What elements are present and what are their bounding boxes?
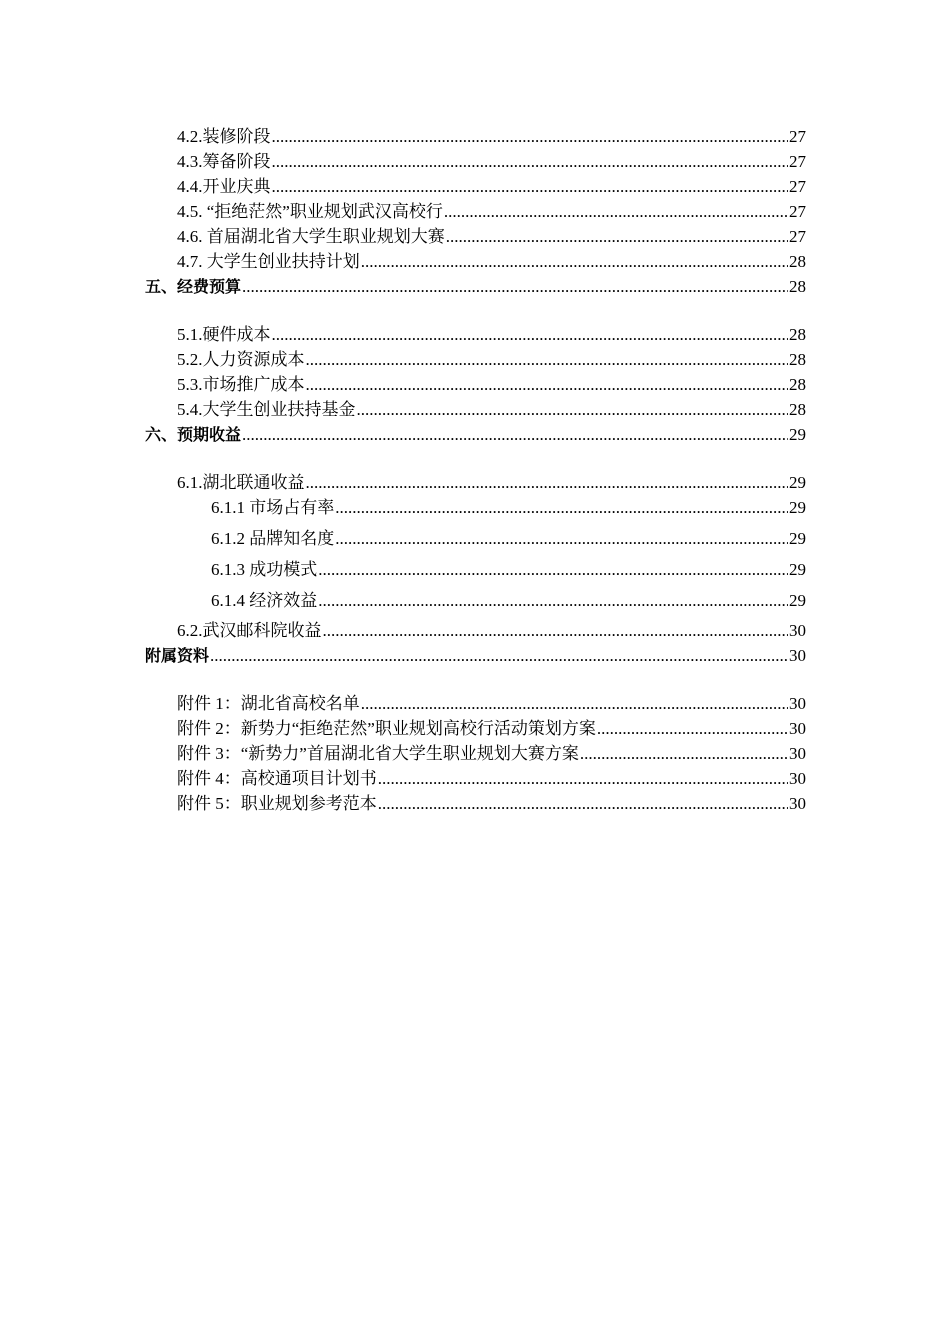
- toc-entry-attachment-2[interactable]: [177, 718, 806, 740]
- toc-chapter-appendix[interactable]: [145, 645, 806, 667]
- toc-entry-title: 4.6. 首届湖北省大学生职业规划大赛: [177, 227, 445, 246]
- toc-entry-title: 附件 2：新势力“拒绝茫然”职业规划高校行活动策划方案: [177, 719, 596, 738]
- toc-entry-title: 附件 1：湖北省高校名单: [177, 694, 360, 713]
- toc-entry-title: 4.5. “拒绝茫然”职业规划武汉高校行: [177, 202, 443, 221]
- toc-dot-leader: [242, 276, 788, 298]
- toc-entry-title: 5.3.市场推广成本: [177, 375, 305, 394]
- toc-page-number: 27: [789, 152, 806, 171]
- toc-entry-title: 5.4.大学生创业扶持基金: [177, 400, 356, 419]
- toc-page-number: 29: [789, 473, 806, 492]
- toc-entry-title: 4.3.筹备阶段: [177, 152, 271, 171]
- toc-page-number: 28: [789, 325, 806, 344]
- toc-entry-title: 6.2.武汉邮科院收益: [177, 621, 322, 640]
- toc-chapter-title: 六、预期收益: [145, 425, 242, 444]
- toc-entry-title: 6.1.4 经济效益: [211, 591, 318, 610]
- toc-entry-6-2[interactable]: [177, 620, 806, 642]
- toc-entry-6-1[interactable]: [177, 472, 806, 494]
- toc-page-number: 27: [789, 177, 806, 196]
- toc-entry-4-4[interactable]: [177, 176, 806, 198]
- toc-dot-leader: [444, 201, 788, 223]
- toc-page-number: 30: [789, 621, 806, 640]
- toc-dot-leader: [446, 226, 788, 248]
- toc-entry-title: 4.7. 大学生创业扶持计划: [177, 252, 360, 271]
- toc-dot-leader: [272, 176, 789, 198]
- toc-entry-4-3[interactable]: [177, 151, 806, 173]
- toc-dot-leader: [242, 424, 788, 446]
- toc-entry-title: 5.2.人力资源成本: [177, 350, 305, 369]
- toc-page-number: 28: [789, 375, 806, 394]
- toc-dot-leader: [318, 590, 788, 612]
- toc-dot-leader: [580, 743, 788, 765]
- toc-entry-title: 6.1.湖北联通收益: [177, 473, 305, 492]
- toc-chapter-6[interactable]: [145, 424, 806, 446]
- toc-chapter-title: 五、经费预算: [145, 277, 242, 296]
- toc-entry-title: 6.1.3 成功模式: [211, 560, 318, 579]
- toc-dot-leader: [378, 768, 788, 790]
- toc-entry-title: 6.1.1 市场占有率: [211, 498, 335, 517]
- toc-entry-5-3[interactable]: [177, 374, 806, 396]
- toc-page-number: 27: [789, 227, 806, 246]
- toc-dot-leader: [272, 151, 789, 173]
- toc-entry-title: 6.1.2 品牌知名度: [211, 529, 335, 548]
- toc-dot-leader: [306, 349, 789, 371]
- toc-dot-leader: [378, 793, 788, 815]
- toc-dot-leader: [597, 718, 788, 740]
- toc-page-number: 30: [789, 646, 806, 665]
- toc-entry-5-1[interactable]: [177, 324, 806, 346]
- toc-chapter-title: 附属资料: [145, 646, 210, 665]
- toc-page-number: 28: [789, 350, 806, 369]
- toc-page-number: 29: [789, 498, 806, 517]
- toc-entry-5-2[interactable]: [177, 349, 806, 371]
- toc-entry-4-7[interactable]: [177, 251, 806, 273]
- toc-entry-4-2[interactable]: [177, 126, 806, 148]
- toc-entry-attachment-1[interactable]: [177, 693, 806, 715]
- toc-entry-attachment-4[interactable]: [177, 768, 806, 790]
- toc-page-number: 29: [789, 529, 806, 548]
- toc-page-number: 30: [789, 719, 806, 738]
- toc-page-number: 27: [789, 202, 806, 221]
- toc-dot-leader: [361, 693, 788, 715]
- toc-entry-title: 4.4.开业庆典: [177, 177, 271, 196]
- toc-page-number: 28: [789, 252, 806, 271]
- toc-page-number: 29: [789, 591, 806, 610]
- toc-entry-title: 4.2.装修阶段: [177, 127, 271, 146]
- toc-entry-title: 附件 4：高校通项目计划书: [177, 769, 377, 788]
- toc-dot-leader: [323, 620, 789, 642]
- toc-entry-6-1-1[interactable]: [211, 497, 806, 519]
- toc-entry-title: 附件 5：职业规划参考范本: [177, 794, 377, 813]
- toc-dot-leader: [357, 399, 789, 421]
- toc-page-number: 30: [789, 694, 806, 713]
- toc-dot-leader: [272, 324, 789, 346]
- toc-entry-title: 附件 3：“新势力”首届湖北省大学生职业规划大赛方案: [177, 744, 579, 763]
- toc-page-number: 30: [789, 744, 806, 763]
- toc-entry-title: 5.1.硬件成本: [177, 325, 271, 344]
- toc-entry-attachment-5[interactable]: [177, 793, 806, 815]
- toc-dot-leader: [335, 528, 788, 550]
- toc-entry-5-4[interactable]: [177, 399, 806, 421]
- toc-page-number: 29: [789, 425, 806, 444]
- toc-page-number: 28: [789, 400, 806, 419]
- toc-dot-leader: [272, 126, 789, 148]
- toc-dot-leader: [306, 374, 789, 396]
- toc-page-number: 29: [789, 560, 806, 579]
- toc-entry-6-1-2[interactable]: [211, 528, 806, 550]
- toc-page-number: 30: [789, 769, 806, 788]
- toc-dot-leader: [361, 251, 788, 273]
- toc-entry-6-1-4[interactable]: [211, 590, 806, 612]
- toc-page-number: 30: [789, 794, 806, 813]
- toc-page-number: 27: [789, 127, 806, 146]
- toc-entry-4-5[interactable]: [177, 201, 806, 223]
- toc-entry-4-6[interactable]: [177, 226, 806, 248]
- toc-dot-leader: [318, 559, 788, 581]
- toc-dot-leader: [306, 472, 789, 494]
- toc-page-number: 28: [789, 277, 806, 296]
- toc-entry-6-1-3[interactable]: [211, 559, 806, 581]
- toc-dot-leader: [210, 645, 788, 667]
- toc-chapter-5[interactable]: [145, 276, 806, 298]
- toc-entry-attachment-3[interactable]: [177, 743, 806, 765]
- toc-dot-leader: [335, 497, 788, 519]
